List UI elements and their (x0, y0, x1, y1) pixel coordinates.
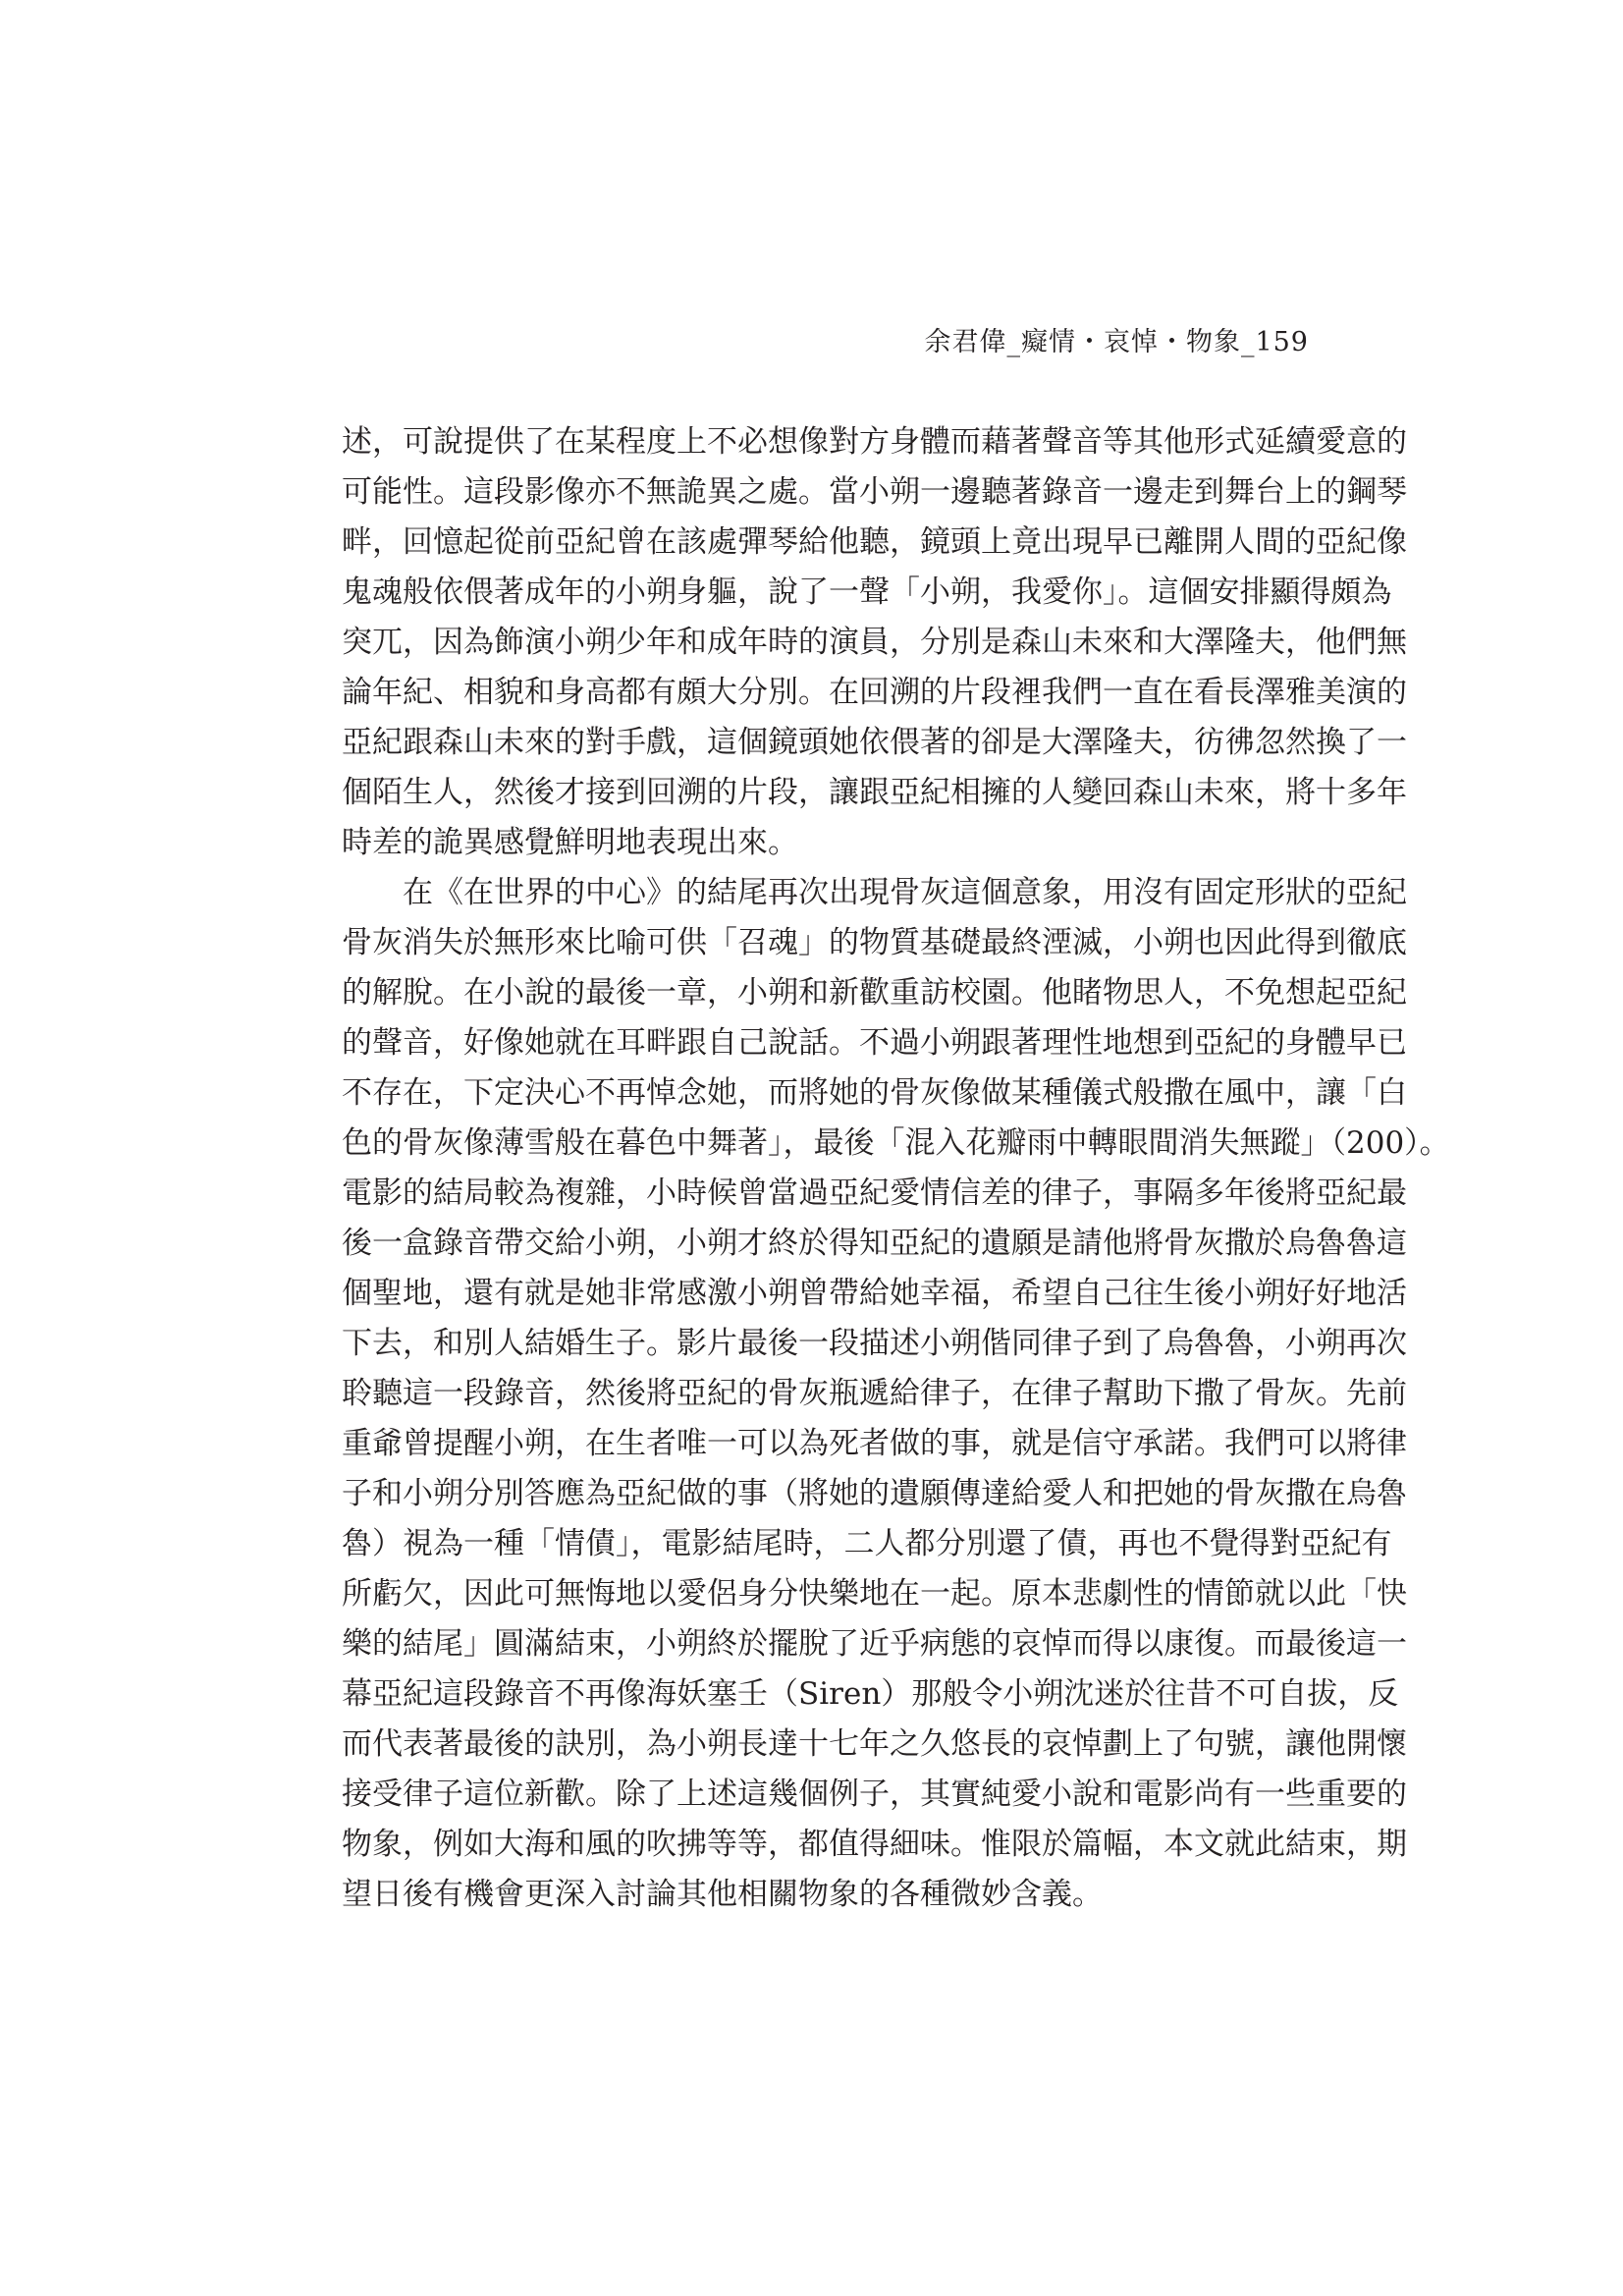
running-header: 余君偉_癡情・哀悼・物象_159 (924, 327, 1309, 357)
text-line: 樂的結尾」圓滿結束，小朔終於擺脫了近乎病態的哀悼而得以康復。而最後這一 (342, 1626, 1407, 1662)
text-line: 不存在，下定決心不再悼念她，而將她的骨灰像做某種儀式般撒在風中，讓「白 (342, 1075, 1407, 1111)
text-line: 魯）視為一種「情債」，電影結尾時，二人都分別還了債，再也不覺得對亞紀有 (342, 1526, 1392, 1561)
text-line: 畔，回憶起從前亞紀曾在該處彈琴給他聽，鏡頭上竟出現早已離開人間的亞紀像 (342, 524, 1407, 560)
body-text (342, 417, 1450, 1920)
text-line: 可能性。這段影像亦不無詭異之處。當小朔一邊聽著錄音一邊走到舞台上的鋼琴 (342, 474, 1407, 510)
paragraph (342, 868, 1450, 1920)
text-line: 論年紀、相貌和身高都有頗大分別。在回溯的片段裡我們一直在看長澤雅美演的 (342, 675, 1407, 710)
text-line: 物象，例如大海和風的吹拂等等，都值得細味。惟限於篇幅，本文就此結束，期 (342, 1827, 1407, 1862)
text-line: 的解脫。在小說的最後一章，小朔和新歡重訪校園。他睹物思人，不免想起亞紀 (342, 975, 1407, 1011)
paragraph (342, 417, 1407, 868)
text-line: 望日後有機會更深入討論其他相關物象的各種微妙含義。 (342, 1877, 1103, 1912)
text-line: 接受律子這位新歡。除了上述這幾個例子，其實純愛小說和電影尚有一些重要的 (342, 1777, 1407, 1812)
text-line: 電影的結局較為複雜，小時候曾當過亞紀愛情信差的律子，事隔多年後將亞紀最 (342, 1175, 1407, 1211)
text-line: 鬼魂般依偎著成年的小朔身軀，說了一聲「小朔，我愛你」。這個安排顯得頗為 (342, 574, 1392, 610)
text-line: 重爺曾提醒小朔，在生者唯一可以為死者做的事，就是信守承諾。我們可以將律 (342, 1426, 1407, 1461)
text-line: 骨灰消失於無形來比喻可供「召魂」的物質基礎最終湮滅，小朔也因此得到徹底 (342, 925, 1407, 960)
text-line: 個聖地，還有就是她非常感激小朔曾帶給她幸福，希望自己往生後小朔好好地活 (342, 1276, 1407, 1311)
text-line: 下去，和別人結婚生子。影片最後一段描述小朔偕同律子到了烏魯魯，小朔再次 (342, 1326, 1407, 1361)
text-line: 在《在世界的中心》的結尾再次出現骨灰這個意象，用沒有固定形狀的亞紀 (403, 875, 1407, 910)
text-line: 突兀，因為飾演小朔少年和成年時的演員，分別是森山未來和大澤隆夫，他們無 (342, 625, 1407, 660)
text-line: 而代表著最後的訣別，為小朔長達十七年之久悠長的哀悼劃上了句號，讓他開懷 (342, 1726, 1407, 1762)
text-line: 亞紀跟森山未來的對手戲，這個鏡頭她依偎著的卻是大澤隆夫，彷彿忽然換了一 (342, 725, 1407, 760)
text-line: 幕亞紀這段錄音不再像海妖塞壬（Siren）那般令小朔沈迷於往昔不可自拔，反 (342, 1676, 1399, 1712)
text-line: 後一盒錄音帶交給小朔，小朔才終於得知亞紀的遺願是請他將骨灰撒於烏魯魯這 (342, 1226, 1407, 1261)
text-line: 所虧欠，因此可無悔地以愛侶身分快樂地在一起。原本悲劇性的情節就以此「快 (342, 1576, 1407, 1612)
text-line: 個陌生人，然後才接到回溯的片段，讓跟亞紀相擁的人變回森山未來，將十多年 (342, 775, 1407, 810)
text-line: 的聲音，好像她就在耳畔跟自己說話。不過小朔跟著理性地想到亞紀的身體早已 (342, 1025, 1407, 1061)
text-line: 子和小朔分別答應為亞紀做的事（將她的遺願傳達給愛人和把她的骨灰撒在烏魯 (342, 1476, 1407, 1511)
text-line: 色的骨灰像薄雪般在暮色中舞著」，最後「混入花瓣雨中轉眼間消失無蹤」（200）。 (342, 1125, 1450, 1161)
text-line: 述，可說提供了在某程度上不必想像對方身體而藉著聲音等其他形式延續愛意的 (342, 424, 1407, 460)
text-line: 時差的詭異感覺鮮明地表現出來。 (342, 825, 798, 860)
text-line: 聆聽這一段錄音，然後將亞紀的骨灰瓶遞給律子，在律子幫助下撒了骨灰。先前 (342, 1376, 1407, 1411)
